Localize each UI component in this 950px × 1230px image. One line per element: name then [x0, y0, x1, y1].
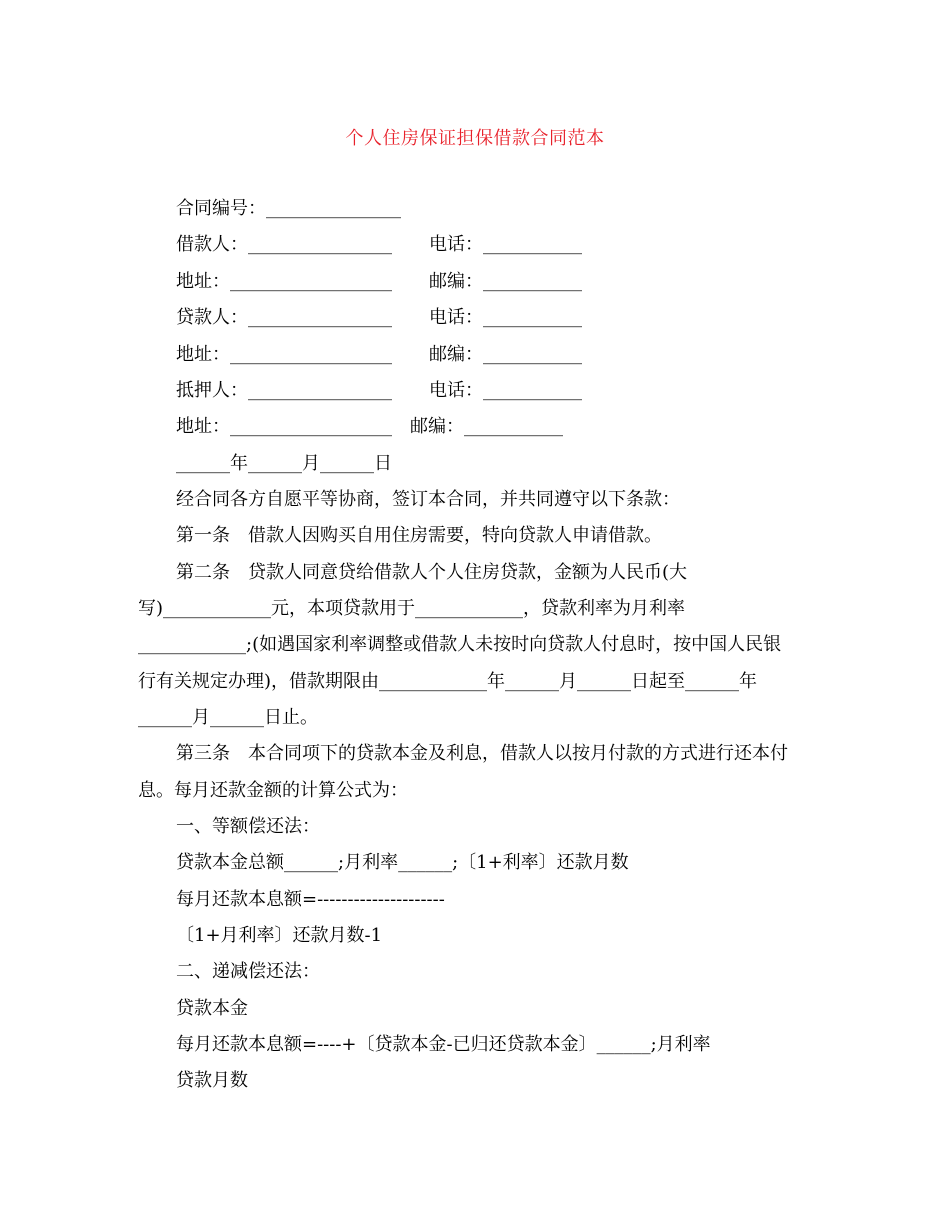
formula-line: 〔1+月利率〕还款月数-1 — [176, 925, 383, 946]
date-line: ______年______月______日 — [176, 453, 392, 474]
article-1-line: 第一条 借款人因购买自用住房需要，特向贷款人申请借款。 — [176, 525, 662, 546]
article-3-line: 第三条 本合同项下的贷款本金及利息，借款人以按月付款的方式进行还本付 — [176, 743, 788, 764]
paragraph-line: 息。每月还款金额的计算公式为： — [138, 780, 408, 801]
borrower-line: 借款人：________________ — [176, 234, 392, 255]
formula-line: 贷款本金总额______;月利率______;〔1+利率〕还款月数 — [176, 852, 629, 873]
lender-line: 贷款人：________________ — [176, 307, 392, 328]
mortgagor-phone-line: 电话：___________ — [429, 380, 582, 401]
mortgagor-line: 抵押人：________________ — [176, 380, 392, 401]
article-2-line: 第二条 贷款人同意贷给借款人个人住房贷款，金额为人民币(大 — [176, 562, 688, 583]
method-1-heading: 一、等额偿还法： — [176, 816, 320, 837]
method-2-heading: 二、递减偿还法： — [176, 961, 320, 982]
formula-line: 贷款本金 — [176, 998, 248, 1019]
formula-line: 每月还款本息额=--------------------- — [176, 889, 445, 910]
borrower-phone-line: 电话：___________ — [429, 234, 582, 255]
document-title: 个人住房保证担保借款合同范本 — [345, 128, 605, 149]
mortgagor-zip-line: 邮编：___________ — [410, 416, 563, 437]
lender-address-line: 地址：__________________ — [176, 344, 392, 365]
lender-phone-line: 电话：___________ — [429, 307, 582, 328]
formula-line: 每月还款本息额=----+〔贷款本金-已归还贷款本金〕______;月利率 — [176, 1034, 711, 1055]
mortgagor-address-line: 地址：__________________ — [176, 416, 392, 437]
borrower-address-line: 地址：__________________ — [176, 271, 392, 292]
paragraph-line: 经合同各方自愿平等协商，签订本合同，并共同遵守以下条款： — [176, 489, 680, 510]
borrower-zip-line: 邮编：___________ — [429, 271, 582, 292]
paragraph-line: ____________;(如遇国家利率调整或借款人未按时向贷款人付息时，按中国人民银 — [138, 634, 782, 655]
lender-zip-line: 邮编：___________ — [429, 344, 582, 365]
formula-line: 贷款月数 — [176, 1070, 248, 1091]
paragraph-line: 写)____________元，本项贷款用于____________，贷款利率为月利率 — [138, 598, 686, 619]
paragraph-line: ______月______日止。 — [138, 707, 318, 728]
contract-number-line: 合同编号：_______________ — [176, 198, 401, 219]
paragraph-line: 行有关规定办理)，借款期限由____________年______月______日起至______年 — [138, 671, 758, 692]
